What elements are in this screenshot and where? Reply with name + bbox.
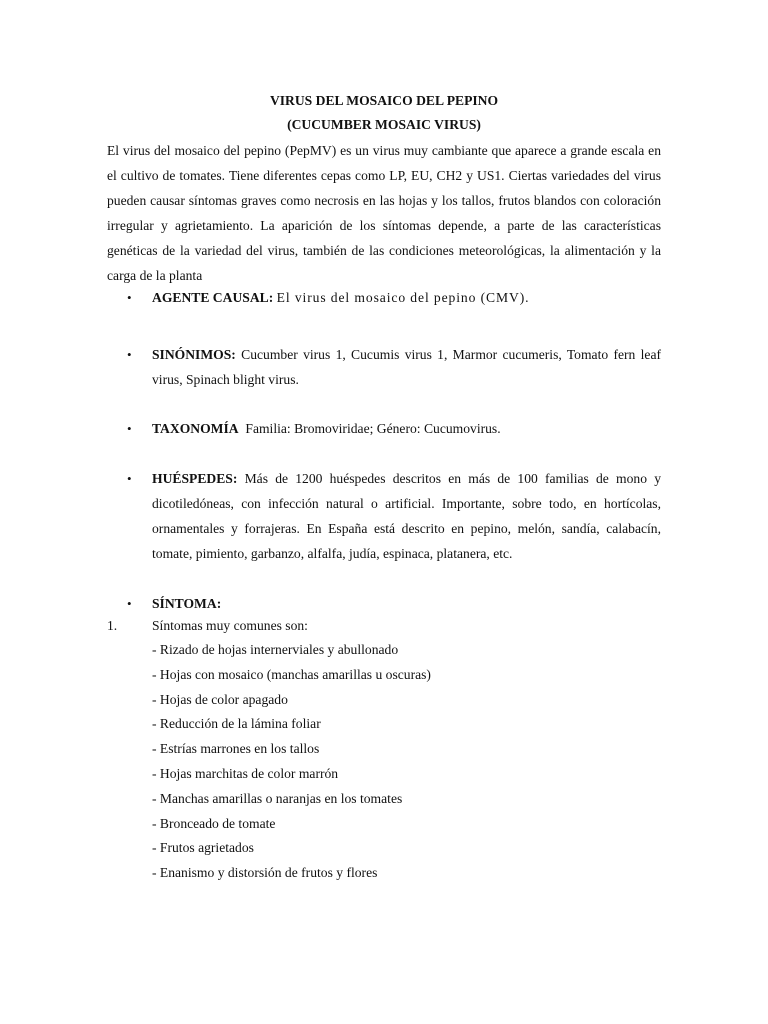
bullet-huespedes xyxy=(107,466,661,566)
list-item: - Frutos agrietados xyxy=(152,840,254,856)
list-item: - Reducción de la lámina foliar xyxy=(152,716,321,732)
bullet-text: El virus del mosaico del pepino (CMV). xyxy=(276,290,530,305)
bullet-text: Más de 1200 huéspedes descritos en más de 100 familias de mono y dicotiledóneas, con infección natural o artificial. Importante, sobre todo, en hortícolas, ornamentales y forrajeras. En España está descrito en pepino, melón, sandía, calabacín, tomate, pimiento, garbanzo, alfalfa, judía, espinaca, platanera, etc. xyxy=(152,471,661,561)
list-item: - Hojas de color apagado xyxy=(152,691,288,707)
list-item: - Enanismo y distorsión de frutos y flores xyxy=(152,865,378,881)
bullet-label: TAXONOMÍA xyxy=(152,421,239,436)
list-item: - Hojas marchitas de color marrón xyxy=(152,765,339,781)
bullet-dot: • xyxy=(127,290,132,305)
symptom-list-lead: Síntomas muy comunes son: xyxy=(152,618,308,633)
list-item: - Rizado de hojas internerviales y abullonado xyxy=(152,642,399,657)
list-item: - Estrías marrones en los tallos xyxy=(152,741,320,757)
bullet-dot: • xyxy=(127,347,132,362)
bullet-label: HUÉSPEDES: xyxy=(152,471,238,486)
bullet-label: SÍNTOMA: xyxy=(152,596,222,611)
bullet-agente-causal xyxy=(107,285,661,310)
bullet-taxonomia xyxy=(107,416,661,441)
list-item: - Bronceado de tomate xyxy=(152,815,276,831)
bullet-text: Cucumber virus 1, Cucumis virus 1, Marmor cucumeris, Tomato fern leaf virus, Spinach blight virus. xyxy=(152,347,662,387)
intro-paragraph: El virus del mosaico del pepino (PepMV) es un virus muy cambiante que aparece a grande escala en el cultivo de tomates. Tiene diferentes cepas como LP, EU, CH2 y US1. Ciertas variedades del virus pueden causar síntomas graves como necrosis en las hojas y los tallos, frutos blandos con coloración irregular y agrietamiento. La aparición de los síntomas depende, a parte de las características genéticas de la variedad del virus, también de las condiciones meteorológicas, la alimentación y la carga de la planta xyxy=(107,143,661,283)
bullet-dot: • xyxy=(127,471,132,486)
document-subtitle: (CUCUMBER MOSAIC VIRUS) xyxy=(287,117,481,132)
bullet-label: AGENTE CAUSAL: xyxy=(152,290,274,305)
bullet-label: SINÓNIMOS: xyxy=(152,347,236,362)
bullet-text: Familia: Bromoviridae; Género: Cucumovirus. xyxy=(245,421,501,436)
list-item: - Hojas con mosaico (manchas amarillas u oscuras) xyxy=(152,666,431,682)
symptom-items xyxy=(152,638,661,886)
bullet-dot: • xyxy=(127,421,132,436)
list-item: - Manchas amarillas o naranjas en los tomates xyxy=(152,790,403,806)
document-title: VIRUS DEL MOSAICO DEL PEPINO xyxy=(269,93,499,108)
symptom-list xyxy=(107,613,661,886)
bullet-dot: • xyxy=(127,596,132,611)
bullet-sinonimos xyxy=(107,342,661,392)
list-number: 1. xyxy=(107,618,118,633)
